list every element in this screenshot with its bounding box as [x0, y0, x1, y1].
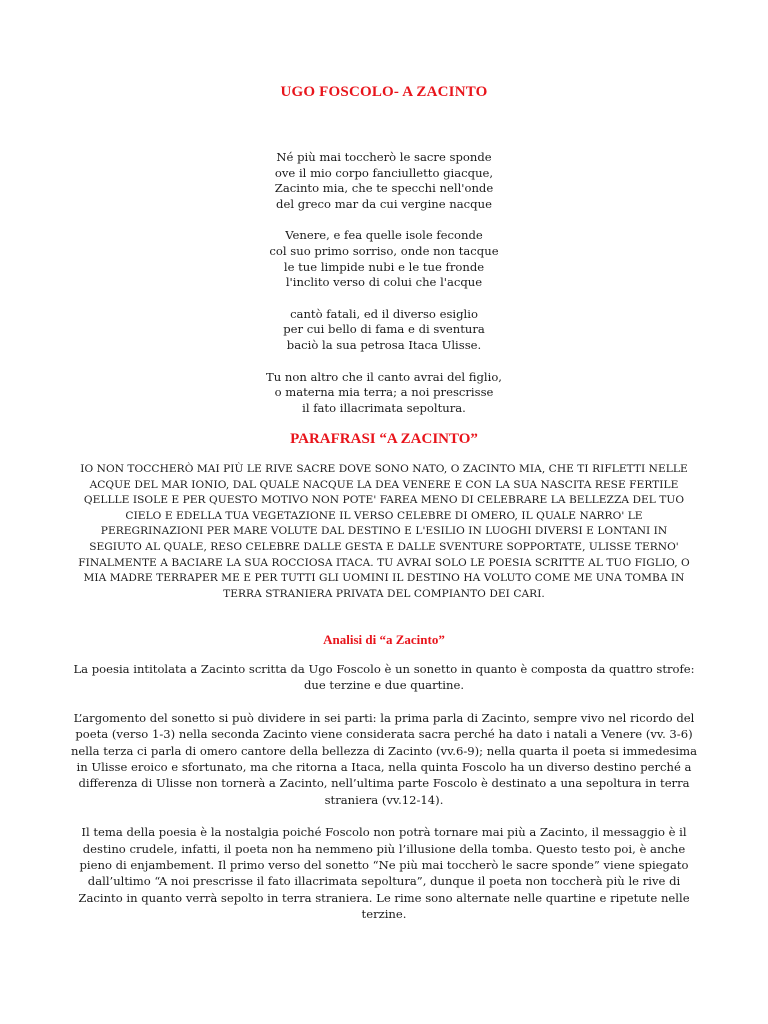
poem-stanza-3 [0, 307, 768, 354]
poem-stanza-2 [0, 228, 768, 290]
analisi-heading: Analisi di “a Zacinto” [323, 632, 445, 647]
page-title: UGO FOSCOLO- A ZACINTO [280, 84, 488, 100]
poem-line: cantò fatali, ed il diverso esiglio [290, 306, 478, 321]
analisi-body [68, 661, 700, 939]
analisi-paragraph: Il tema della poesia è la nostalgia poiché Foscolo non potrà tornare mai più a Zacinto, il messaggio è il destino crudele, infatti, il poeta non ha nemmeno più l’illusione della tomba. Questo testo poi, è anche pieno di enjambement. Il primo verso del sonetto “Ne più mai toccherò le sacre sponde” viene spiegato dall’ultimo “A noi prescrisse il fato illacrimata sepoltura”, dunque il poeta non toccherà più le rive di Zacinto in quanto verrà sepolto in terra straniera. Le rime sono alternate nelle quartine e ripetute nelle terzine. [78, 825, 690, 922]
poem-stanza-4 [0, 370, 768, 417]
poem-line: col suo primo sorriso, onde non tacque [269, 243, 499, 258]
poem-line: Tu non altro che il canto avrai del figlio, [266, 369, 502, 384]
poem [0, 150, 768, 432]
poem-line: Venere, e fea quelle isole feconde [285, 228, 483, 243]
analisi-paragraph: La poesia intitolata a Zacinto scritta da Ugo Foscolo è un sonetto in quanto è composta da quattro strofe: due terzine e due quartine. [73, 662, 695, 693]
poem-line: baciò la sua petrosa Itaca Ulisse. [286, 337, 482, 352]
poem-line: il fato illacrimata sepoltura. [302, 400, 466, 415]
poem-stanza-1 [0, 150, 768, 212]
poem-line: Né più mai toccherò le sacre sponde [276, 150, 492, 164]
poem-line: per cui bello di fama e di sventura [283, 322, 485, 337]
poem-line: ove il mio corpo fanciulletto giacque, [274, 165, 494, 180]
parafrasi-heading: PARAFRASI “A ZACINTO” [290, 431, 478, 447]
poem-line: del greco mar da cui vergine nacque [276, 196, 492, 211]
poem-line: le tue limpide nubi e le tue fronde [283, 259, 485, 274]
analisi-paragraph: L’argomento del sonetto si può dividere in sei parti: la prima parla di Zacinto, sempre vivo nel ricordo del poeta (verso 1-3) nella seconda Zacinto viene considerata sacra perché ha dato i natali a Venere (vv. 3-6) nella terza ci parla di omero cantore della bellezza di Zacinto (vv.6-9); nella quarta il poeta si immedesima in Ulisse eroico e sfortunato, ma che ritorna a Itaca, nella quinta Foscolo ha un diverso destino perché a differenza di Ulisse non tornerà a Zacinto, nell’ultima parte Foscolo è destinato a una sepoltura in terra straniera (vv.12-14). [70, 710, 698, 807]
poem-line: o materna mia terra; a noi prescrisse [274, 385, 494, 400]
poem-line: Zacinto mia, che te specchi nell'onde [274, 181, 494, 196]
poem-line: l'inclito verso di colui che l'acque [285, 275, 483, 290]
parafrasi-text: IO NON TOCCHERÒ MAI PIÙ LE RIVE SACRE DOVE SONO NATO, O ZACINTO MIA, CHE TI RIFLETTI NELLE ACQUE DEL MAR IONIO, DAL QUALE NACQUE LA DEA VENERE E CON LA SUA NASCITA RESE FERTILE QELLLE ISOLE E PER QUESTO MOTIVO NON POTE' FAREA MENO DI CELEBRARE LA BELLEZZA DEL TUO CIELO E EDELLA TUA VEGETAZIONE IL VERSO CELEBRE DI OMERO, IL QUALE NARRO' LE PEREGRINAZIONI PER MARE VOLUTE DAL DESTINO E L'ESILIO IN LUOGHI DIVERSI E LONTANI IN SEGIUTO AL QUALE, RESO CELEBRE DALLE GESTA E DALLE SVENTURE SOPPORTATE, ULISSE TERNO' FINALMENTE A BACIARE LA SUA ROCCIOSA ITACA. TU AVRAI SOLO LE POESIA SCRITTE AL TUO FIGLIO, O MIA MADRE TERRAPER ME E PER TUTTI GLI UOMINI IL DESTINO HA VOLUTO COME ME UNA TOMBA IN TERRA STRANIERA PRIVATA DEL COMPIANTO DEI CARI. [78, 463, 690, 600]
